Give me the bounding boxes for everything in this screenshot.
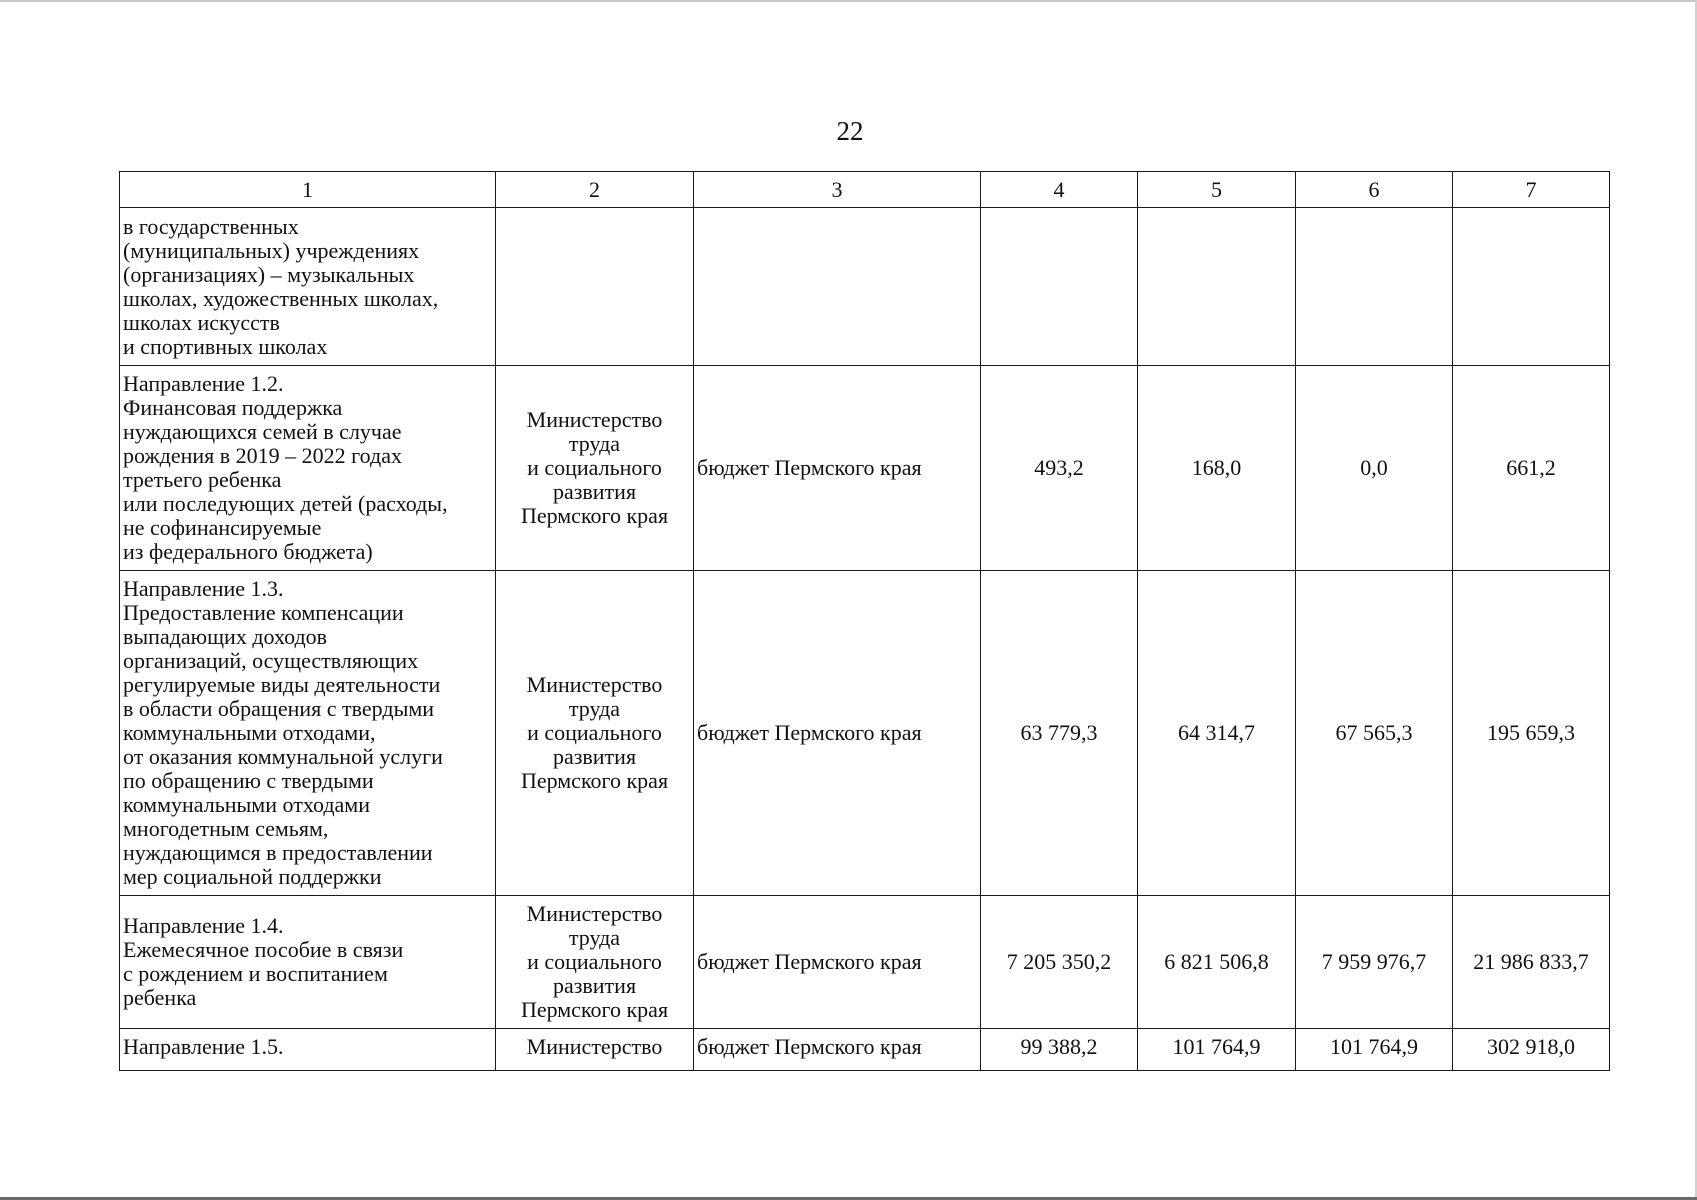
column-header: 4	[981, 172, 1138, 208]
budget-table	[119, 171, 1610, 1071]
value-col-4: 493,2	[981, 366, 1138, 571]
column-header: 1	[120, 172, 496, 208]
table-row	[120, 208, 1610, 366]
value-col-7	[1453, 208, 1610, 366]
header-row	[120, 172, 1610, 208]
direction-description: Направление 1.3. Предоставление компенсации выпадающих доходов организаций, осуществляющих регулируемые виды деятельности в области обращения с твердыми коммунальными отходами, от оказания коммунальной услуги по обращению с твердыми коммунальными отходами многодетным семьям, нуждающимся в предоставлении мер социальной поддержки	[120, 571, 496, 896]
column-header: 7	[1453, 172, 1610, 208]
value-col-7: 302 918,0	[1453, 1029, 1610, 1071]
responsible-executor: Министерство	[496, 1029, 694, 1071]
value-col-4: 7 205 350,2	[981, 896, 1138, 1029]
funding-source: бюджет Пермского края	[694, 896, 981, 1029]
table-row	[120, 896, 1610, 1029]
responsible-executor	[496, 208, 694, 366]
funding-source: бюджет Пермского края	[694, 1029, 981, 1071]
value-col-5: 6 821 506,8	[1138, 896, 1296, 1029]
value-col-6	[1296, 208, 1453, 366]
value-col-5: 168,0	[1138, 366, 1296, 571]
value-col-6: 7 959 976,7	[1296, 896, 1453, 1029]
direction-description: Направление 1.2. Финансовая поддержка нуждающихся семей в случае рождения в 2019 – 2022 годах третьего ребенка или последующих детей (расходы, не софинансируемые из федерального бюджета)	[120, 366, 496, 571]
funding-source: бюджет Пермского края	[694, 571, 981, 896]
value-col-7: 21 986 833,7	[1453, 896, 1610, 1029]
value-col-4: 63 779,3	[981, 571, 1138, 896]
value-col-7: 195 659,3	[1453, 571, 1610, 896]
value-col-6: 67 565,3	[1296, 571, 1453, 896]
value-col-5: 101 764,9	[1138, 1029, 1296, 1071]
responsible-executor: Министерство труда и социального развития Пермского края	[496, 571, 694, 896]
funding-source: бюджет Пермского края	[694, 366, 981, 571]
value-col-7: 661,2	[1453, 366, 1610, 571]
scan-top-edge	[0, 0, 1697, 2]
column-header: 5	[1138, 172, 1296, 208]
value-col-4: 99 388,2	[981, 1029, 1138, 1071]
page-number: 22	[836, 116, 864, 146]
value-col-5	[1138, 208, 1296, 366]
column-header: 6	[1296, 172, 1453, 208]
value-col-4	[981, 208, 1138, 366]
funding-source	[694, 208, 981, 366]
value-col-6: 0,0	[1296, 366, 1453, 571]
responsible-executor: Министерство труда и социального развития Пермского края	[496, 366, 694, 571]
responsible-executor: Министерство труда и социального развития Пермского края	[496, 896, 694, 1029]
table-row	[120, 1029, 1610, 1071]
column-header: 3	[694, 172, 981, 208]
table-row	[120, 571, 1610, 896]
table-row	[120, 366, 1610, 571]
direction-description: Направление 1.5.	[120, 1029, 496, 1071]
direction-description: Направление 1.4. Ежемесячное пособие в связи с рождением и воспитанием ребенка	[120, 896, 496, 1029]
value-col-6: 101 764,9	[1296, 1029, 1453, 1071]
column-header: 2	[496, 172, 694, 208]
value-col-5: 64 314,7	[1138, 571, 1296, 896]
direction-description: в государственных (муниципальных) учреждениях (организациях) – музыкальных школах, художественных школах, школах искусств и спортивных школах	[120, 208, 496, 366]
